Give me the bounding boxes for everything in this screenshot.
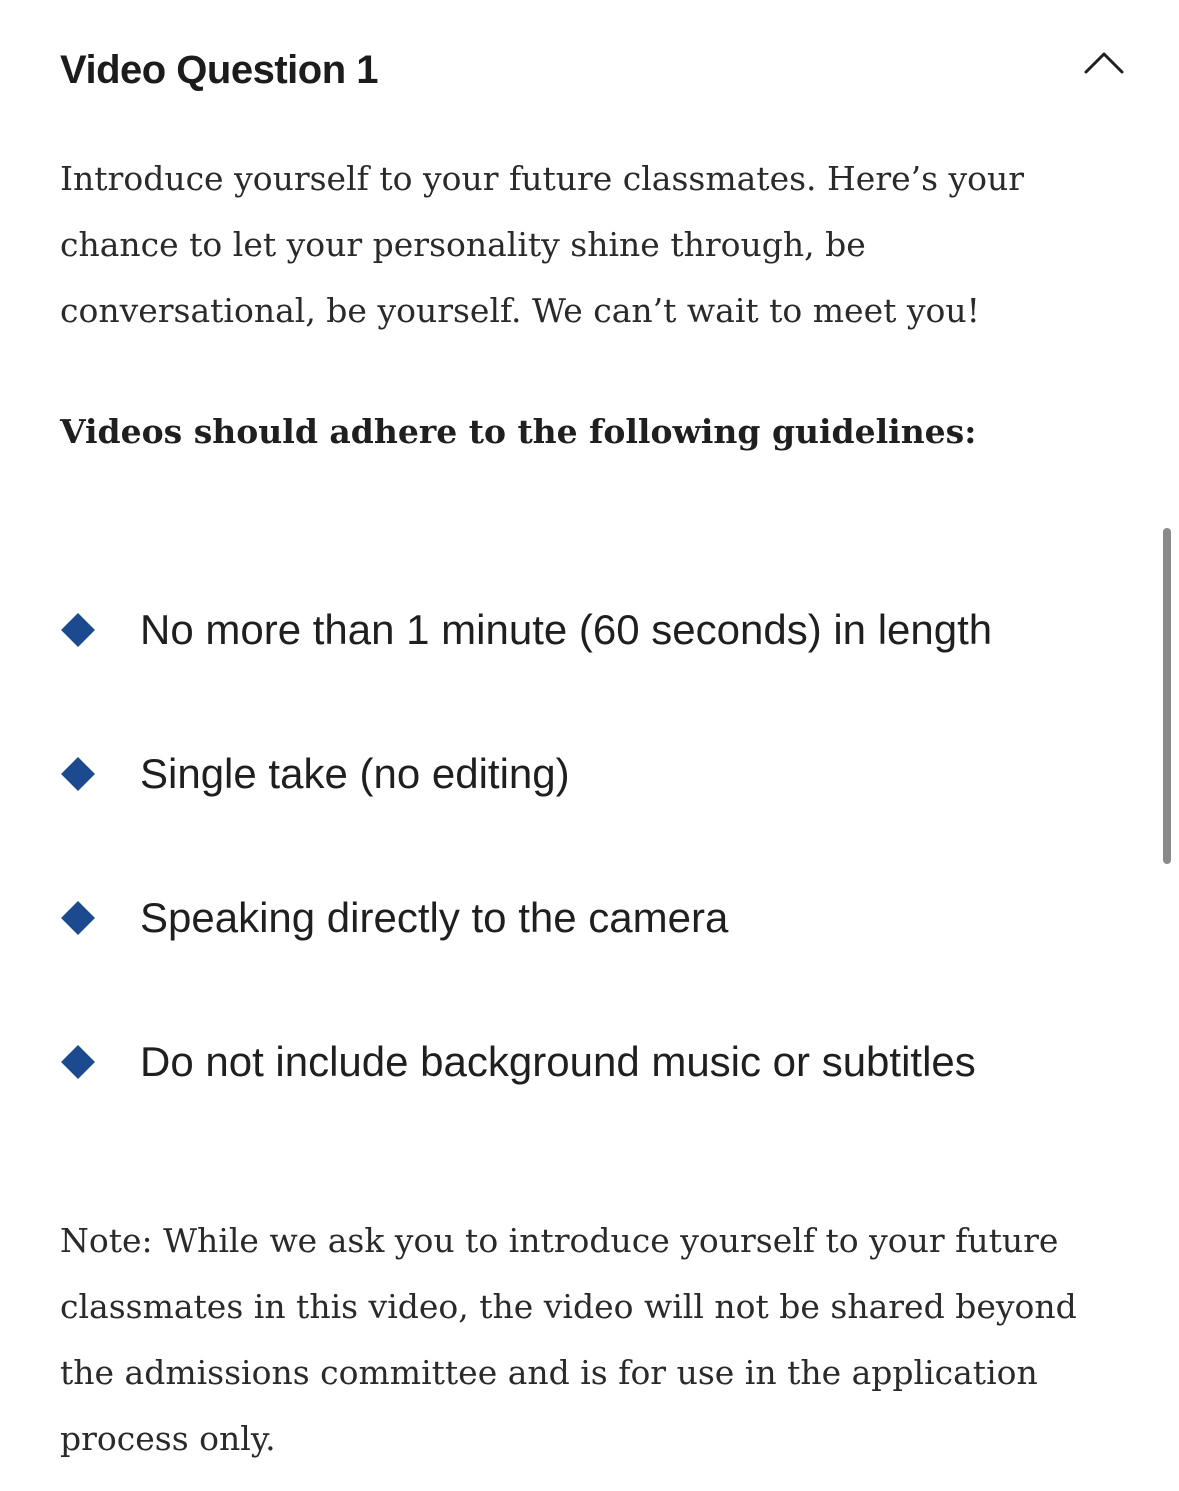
accordion-title: Video Question 1 xyxy=(60,48,378,92)
accordion-header[interactable] xyxy=(60,40,1140,110)
note-paragraph: Note: While we ask you to introduce yourself to your future classmates in this video, the video will not be shared beyond the admissions committee and is for use in the application process only. xyxy=(60,1221,1077,1458)
diamond-icon xyxy=(61,757,95,791)
collapse-toggle-button[interactable] xyxy=(1080,40,1140,90)
guideline-text: Do not include background music or subtitles xyxy=(140,1038,976,1085)
list-item xyxy=(60,882,992,954)
list-item xyxy=(60,738,992,810)
intro-paragraph: Introduce yourself to your future classmates. Here’s your chance to let your personality shine through, be conversational, be yourself. We can’t wait to meet you! xyxy=(60,159,1025,330)
guideline-text: No more than 1 minute (60 seconds) in length xyxy=(140,606,993,653)
guideline-text: Single take (no editing) xyxy=(140,750,570,797)
list-item xyxy=(60,594,992,666)
guidelines-heading: Videos should adhere to the following guidelines: xyxy=(60,412,977,451)
scrollbar-thumb[interactable] xyxy=(1163,528,1171,864)
guidelines-list xyxy=(60,594,992,1170)
diamond-icon xyxy=(61,613,95,647)
diamond-icon xyxy=(61,901,95,935)
diamond-icon xyxy=(61,1045,95,1079)
list-item xyxy=(60,1026,992,1098)
chevron-up-icon xyxy=(1084,50,1124,74)
guideline-text: Speaking directly to the camera xyxy=(140,894,729,941)
